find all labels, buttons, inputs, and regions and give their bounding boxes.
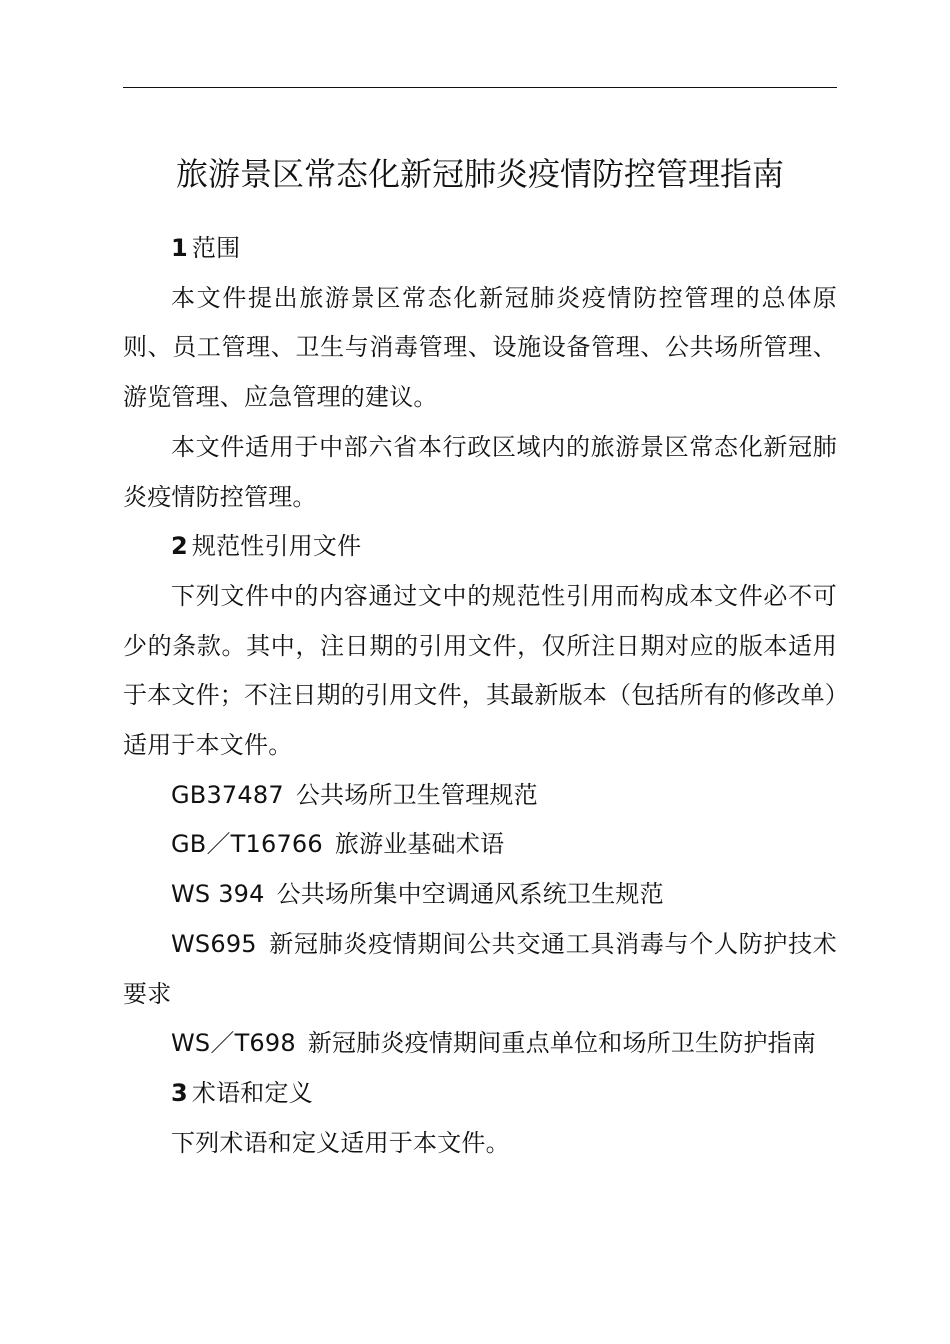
section-number: 2 (171, 532, 188, 561)
section-heading-1 (123, 224, 837, 274)
document-title: 旅游景区常态化新冠肺炎疫情防控管理指南 (175, 155, 784, 193)
paragraph-scope-2: 本文件适用于中部六省本行政区域内的旅游景区常态化新冠肺炎疫情防控管理。 (123, 432, 837, 511)
reference-title: 新冠肺炎疫情期间重点单位和场所卫生防护指南 (307, 1029, 817, 1058)
reference-code: WS 394 (171, 880, 265, 909)
section-heading-2 (123, 522, 837, 572)
section-number: 1 (171, 234, 188, 262)
reference-code: WS695 (171, 929, 257, 958)
section-title: 术语和定义 (191, 1078, 313, 1107)
paragraph-scope-1: 本文件提出旅游景区常态化新冠肺炎疫情防控管理的总体原则、员工管理、卫生与消毒管理、设施设备管理、公共场所管理、游览管理、应急管理的建议。 (123, 283, 837, 412)
header-rule (123, 87, 837, 88)
document-body (123, 224, 837, 1168)
reference-code: GB／T16766 (171, 830, 323, 859)
reference-title: 旅游业基础术语 (334, 830, 505, 859)
section-heading-3 (123, 1069, 837, 1119)
paragraph-references-intro: 下列文件中的内容通过文中的规范性引用而构成本文件必不可少的条款。其中，注日期的引用文件，仅所注日期对应的版本适用于本文件；不注日期的引用文件，其最新版本（包括所有的修改单）适用于本文件。 (123, 581, 837, 760)
reference-title: 公共场所卫生管理规范 (295, 780, 538, 809)
reference-item (123, 1019, 837, 1069)
section-number: 3 (171, 1078, 188, 1107)
section-title: 范围 (191, 234, 241, 262)
reference-code: GB37487 (171, 780, 284, 809)
reference-title: 公共场所集中空调通风系统卫生规范 (276, 880, 664, 909)
section-title: 规范性引用文件 (191, 532, 362, 561)
paragraph-terms-intro: 下列术语和定义适用于本文件。 (171, 1128, 510, 1157)
reference-item (123, 920, 837, 1019)
reference-item (123, 820, 837, 870)
reference-code: WS／T698 (171, 1029, 296, 1058)
reference-item (123, 771, 837, 821)
reference-title: 新冠肺炎疫情期间公共交通工具消毒与个人防护技术要求 (123, 929, 837, 1008)
reference-item (123, 870, 837, 920)
